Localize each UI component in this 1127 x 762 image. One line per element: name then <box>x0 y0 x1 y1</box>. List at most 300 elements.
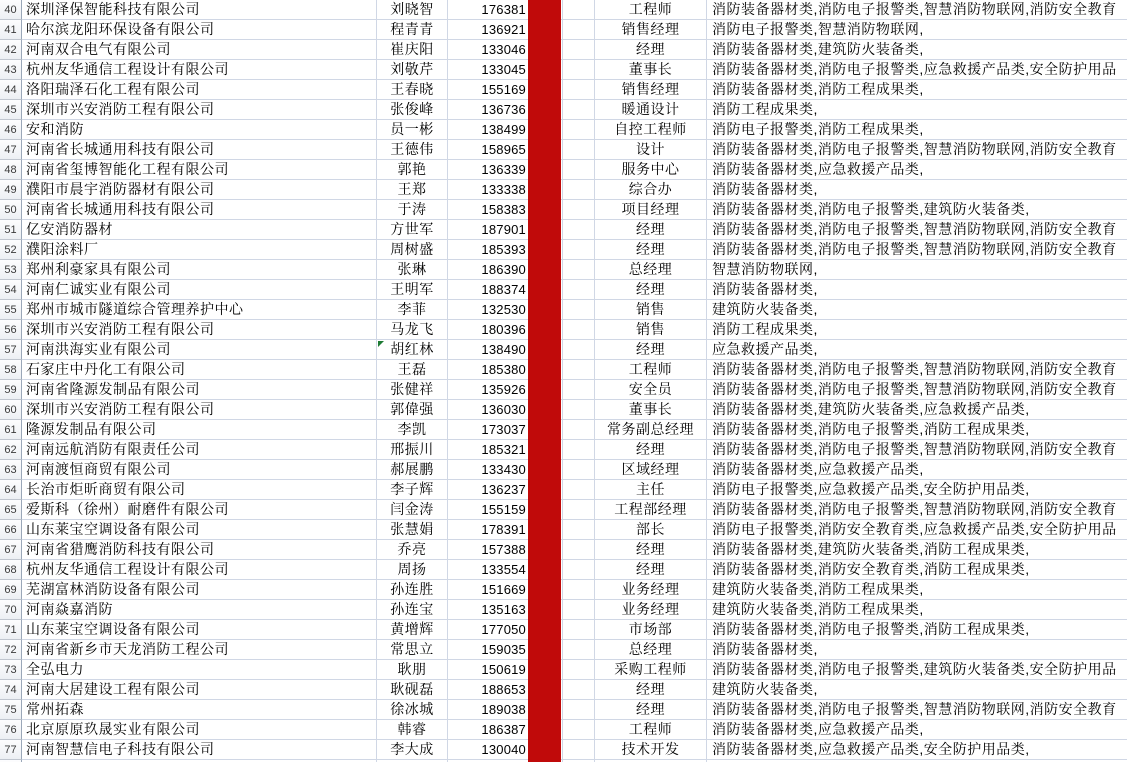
empty-cell[interactable] <box>563 220 595 240</box>
phone-cell[interactable]: 180396 <box>448 320 563 340</box>
phone-cell[interactable]: 158965 <box>448 140 563 160</box>
job-title-cell[interactable]: 工程师 <box>595 0 707 20</box>
table-row <box>0 260 1127 280</box>
contact-cell[interactable]: 刘晓智 <box>377 0 448 20</box>
phone-cell[interactable]: 158383 <box>448 200 563 220</box>
empty-cell[interactable] <box>563 80 595 100</box>
table-row <box>0 80 1127 100</box>
job-title-cell[interactable]: 经理 <box>595 240 707 260</box>
categories-cell[interactable]: 消防装备器材类,应急救援产品类,安全防护用品类, <box>707 740 1127 760</box>
table-row <box>0 580 1127 600</box>
phone-cell[interactable]: 177050 <box>448 620 563 640</box>
empty-cell[interactable] <box>563 60 595 80</box>
job-title-cell[interactable]: 业务经理 <box>595 600 707 620</box>
phone-cell[interactable]: 188374 <box>448 280 563 300</box>
empty-cell[interactable] <box>563 360 595 380</box>
phone-cell[interactable]: 178391 <box>448 520 563 540</box>
categories-cell[interactable]: 消防装备器材类,消防电子报警类,智慧消防物联网,消防安全教育 <box>707 220 1127 240</box>
categories-cell[interactable]: 消防装备器材类,消防电子报警类,消防工程成果类, <box>707 420 1127 440</box>
contact-cell[interactable]: 张健祥 <box>377 380 448 400</box>
table-row <box>0 540 1127 560</box>
company-cell[interactable]: 河南省猎鹰消防科技有限公司 <box>22 540 377 560</box>
table-row <box>0 720 1127 740</box>
phone-cell[interactable]: 173037 <box>448 420 563 440</box>
row-header[interactable]: 74 <box>0 680 22 700</box>
company-cell[interactable]: 河南省玺博智能化工程有限公司 <box>22 160 377 180</box>
phone-cell[interactable]: 176381 <box>448 0 563 20</box>
contact-cell[interactable]: 韩睿 <box>377 720 448 740</box>
table-row <box>0 600 1127 620</box>
company-cell[interactable]: 郑州利豪家具有限公司 <box>22 260 377 280</box>
row-header[interactable]: 41 <box>0 20 22 40</box>
job-title-cell[interactable]: 自控工程师 <box>595 120 707 140</box>
company-cell[interactable]: 亿安消防器材 <box>22 220 377 240</box>
row-header[interactable]: 75 <box>0 700 22 720</box>
company-cell[interactable]: 深圳市兴安消防工程有限公司 <box>22 400 377 420</box>
table-row <box>0 520 1127 540</box>
job-title-cell[interactable]: 技术开发 <box>595 740 707 760</box>
contact-cell[interactable]: 李凯 <box>377 420 448 440</box>
job-title-cell[interactable]: 服务中心 <box>595 160 707 180</box>
categories-cell[interactable]: 消防装备器材类,消防电子报警类,智慧消防物联网,消防安全教育 <box>707 240 1127 260</box>
phone-cell[interactable]: 136921 <box>448 20 563 40</box>
phone-cell[interactable]: 150619 <box>448 660 563 680</box>
phone-cell[interactable]: 189038 <box>448 700 563 720</box>
categories-cell[interactable]: 智慧消防物联网, <box>707 260 1127 280</box>
contact-cell[interactable]: 周扬 <box>377 560 448 580</box>
empty-cell[interactable] <box>563 280 595 300</box>
contact-cell[interactable]: 张俊峰 <box>377 100 448 120</box>
empty-cell[interactable] <box>563 640 595 660</box>
job-title-cell[interactable]: 业务经理 <box>595 580 707 600</box>
categories-cell[interactable]: 消防装备器材类, <box>707 640 1127 660</box>
company-cell[interactable]: 杭州友华通信工程设计有限公司 <box>22 60 377 80</box>
job-title-cell[interactable]: 工程师 <box>595 360 707 380</box>
row-header[interactable]: 52 <box>0 240 22 260</box>
job-title-cell[interactable]: 经理 <box>595 440 707 460</box>
contact-cell[interactable]: 闫金涛 <box>377 500 448 520</box>
contact-cell[interactable]: 乔亮 <box>377 540 448 560</box>
empty-cell[interactable] <box>563 520 595 540</box>
categories-cell[interactable]: 消防装备器材类,消防电子报警类,智慧消防物联网,消防安全教育 <box>707 360 1127 380</box>
empty-cell[interactable] <box>563 120 595 140</box>
contact-cell[interactable]: 常思立 <box>377 640 448 660</box>
contact-cell[interactable]: 黄增辉 <box>377 620 448 640</box>
empty-cell[interactable] <box>563 380 595 400</box>
phone-cell[interactable]: 159035 <box>448 640 563 660</box>
table-row <box>0 420 1127 440</box>
contact-cell[interactable]: 郝展鹏 <box>377 460 448 480</box>
redaction-bar <box>528 0 561 762</box>
row-header[interactable]: 43 <box>0 60 22 80</box>
empty-cell[interactable] <box>563 200 595 220</box>
table-row <box>0 0 1127 20</box>
company-cell[interactable]: 河南省长城通用科技有限公司 <box>22 200 377 220</box>
categories-cell[interactable]: 消防装备器材类,应急救援产品类, <box>707 720 1127 740</box>
row-header[interactable]: 65 <box>0 500 22 520</box>
categories-cell[interactable]: 消防装备器材类,消防电子报警类,智慧消防物联网,消防安全教育 <box>707 700 1127 720</box>
job-title-cell[interactable]: 市场部 <box>595 620 707 640</box>
empty-cell[interactable] <box>563 620 595 640</box>
empty-cell[interactable] <box>563 500 595 520</box>
job-title-cell[interactable]: 暖通设计 <box>595 100 707 120</box>
job-title-cell[interactable]: 采购工程师 <box>595 660 707 680</box>
table-row <box>0 60 1127 80</box>
job-title-cell[interactable]: 主任 <box>595 480 707 500</box>
job-title-cell[interactable]: 经理 <box>595 340 707 360</box>
job-title-cell[interactable]: 销售经理 <box>595 20 707 40</box>
categories-cell[interactable]: 消防装备器材类,消防电子报警类,智慧消防物联网,消防安全教育 <box>707 380 1127 400</box>
job-title-cell[interactable]: 经理 <box>595 220 707 240</box>
row-header[interactable]: 66 <box>0 520 22 540</box>
empty-cell[interactable] <box>563 700 595 720</box>
empty-cell[interactable] <box>563 580 595 600</box>
phone-cell[interactable]: 186387 <box>448 720 563 740</box>
categories-cell[interactable]: 消防装备器材类,消防电子报警类,应急救援产品类,安全防护用品 <box>707 60 1127 80</box>
phone-cell[interactable]: 133430 <box>448 460 563 480</box>
table-row <box>0 480 1127 500</box>
phone-cell[interactable]: 186390 <box>448 260 563 280</box>
categories-cell[interactable]: 消防电子报警类,应急救援产品类,安全防护用品类, <box>707 480 1127 500</box>
phone-cell[interactable]: 133338 <box>448 180 563 200</box>
contact-cell[interactable]: 刘敬芹 <box>377 60 448 80</box>
row-header[interactable]: 63 <box>0 460 22 480</box>
phone-cell[interactable]: 136736 <box>448 100 563 120</box>
phone-cell[interactable]: 130040 <box>448 740 563 760</box>
table-row <box>0 200 1127 220</box>
row-header[interactable]: 40 <box>0 0 22 20</box>
phone-cell[interactable]: 185393 <box>448 240 563 260</box>
empty-cell[interactable] <box>563 0 595 20</box>
company-cell[interactable]: 深圳市兴安消防工程有限公司 <box>22 320 377 340</box>
row-header[interactable]: 51 <box>0 220 22 240</box>
contact-cell[interactable]: 周树盛 <box>377 240 448 260</box>
empty-cell[interactable] <box>563 320 595 340</box>
row-header[interactable]: 49 <box>0 180 22 200</box>
contact-cell[interactable]: 王春晓 <box>377 80 448 100</box>
row-header[interactable]: 53 <box>0 260 22 280</box>
row-header[interactable]: 48 <box>0 160 22 180</box>
phone-cell[interactable]: 133045 <box>448 60 563 80</box>
empty-cell[interactable] <box>563 460 595 480</box>
company-cell[interactable]: 河南省长城通用科技有限公司 <box>22 140 377 160</box>
categories-cell[interactable]: 建筑防火装备类, <box>707 300 1127 320</box>
empty-cell[interactable] <box>563 100 595 120</box>
contact-cell[interactable]: 耿朋 <box>377 660 448 680</box>
table-row <box>0 700 1127 720</box>
phone-cell[interactable]: 188653 <box>448 680 563 700</box>
row-header[interactable]: 69 <box>0 580 22 600</box>
row-header[interactable]: 59 <box>0 380 22 400</box>
row-header[interactable]: 42 <box>0 40 22 60</box>
job-title-cell[interactable]: 常务副总经理 <box>595 420 707 440</box>
contact-cell[interactable]: 方世军 <box>377 220 448 240</box>
contact-cell[interactable]: 崔庆阳 <box>377 40 448 60</box>
company-cell[interactable]: 杭州友华通信工程设计有限公司 <box>22 560 377 580</box>
categories-cell[interactable]: 消防装备器材类,消防电子报警类,智慧消防物联网,消防安全教育 <box>707 140 1127 160</box>
company-cell[interactable]: 深圳市兴安消防工程有限公司 <box>22 100 377 120</box>
empty-cell[interactable] <box>563 40 595 60</box>
row-header[interactable]: 68 <box>0 560 22 580</box>
phone-cell[interactable]: 136339 <box>448 160 563 180</box>
row-header[interactable]: 77 <box>0 740 22 760</box>
company-cell[interactable]: 河南焱嘉消防 <box>22 600 377 620</box>
row-header[interactable]: 73 <box>0 660 22 680</box>
job-title-cell[interactable]: 董事长 <box>595 60 707 80</box>
table-row <box>0 460 1127 480</box>
table-row <box>0 240 1127 260</box>
phone-cell[interactable]: 138490 <box>448 340 563 360</box>
contact-cell[interactable]: 耿砚磊 <box>377 680 448 700</box>
contact-cell[interactable]: 王郑 <box>377 180 448 200</box>
company-cell[interactable]: 常州拓森 <box>22 700 377 720</box>
job-title-cell[interactable]: 安全员 <box>595 380 707 400</box>
row-header[interactable]: 55 <box>0 300 22 320</box>
contact-cell[interactable]: 郭偉强 <box>377 400 448 420</box>
company-cell[interactable]: 北京原原玖晟实业有限公司 <box>22 720 377 740</box>
table-row <box>0 680 1127 700</box>
categories-cell[interactable]: 消防装备器材类,消防电子报警类,建筑防火装备类,安全防护用品 <box>707 660 1127 680</box>
contact-cell[interactable]: 程青青 <box>377 20 448 40</box>
company-cell[interactable]: 濮阳涂料厂 <box>22 240 377 260</box>
company-cell[interactable]: 山东莱宝空调设备有限公司 <box>22 620 377 640</box>
categories-cell[interactable]: 消防装备器材类,消防电子报警类,智慧消防物联网,消防安全教育 <box>707 0 1127 20</box>
job-title-cell[interactable]: 销售经理 <box>595 80 707 100</box>
table-row <box>0 380 1127 400</box>
table-row <box>0 500 1127 520</box>
empty-cell[interactable] <box>563 560 595 580</box>
table-row <box>0 120 1127 140</box>
categories-cell[interactable]: 消防工程成果类, <box>707 320 1127 340</box>
company-cell[interactable]: 山东莱宝空调设备有限公司 <box>22 520 377 540</box>
company-cell[interactable]: 河南渡恒商贸有限公司 <box>22 460 377 480</box>
company-cell[interactable]: 隆源发制品有限公司 <box>22 420 377 440</box>
company-cell[interactable]: 郑州市城市隧道综合管理养护中心 <box>22 300 377 320</box>
contact-cell[interactable]: 于涛 <box>377 200 448 220</box>
company-cell[interactable]: 哈尔滨龙阳环保设备有限公司 <box>22 20 377 40</box>
empty-cell[interactable] <box>563 540 595 560</box>
job-title-cell[interactable]: 综合办 <box>595 180 707 200</box>
empty-cell[interactable] <box>563 260 595 280</box>
job-title-cell[interactable]: 经理 <box>595 540 707 560</box>
table-row <box>0 360 1127 380</box>
empty-cell[interactable] <box>563 440 595 460</box>
row-header[interactable]: 56 <box>0 320 22 340</box>
categories-cell[interactable]: 消防电子报警类,消防安全教育类,应急救援产品类,安全防护用品 <box>707 520 1127 540</box>
categories-cell[interactable]: 消防装备器材类,消防工程成果类, <box>707 80 1127 100</box>
categories-cell[interactable]: 消防装备器材类,消防安全教育类,消防工程成果类, <box>707 560 1127 580</box>
empty-cell[interactable] <box>563 20 595 40</box>
job-title-cell[interactable]: 工程师 <box>595 720 707 740</box>
job-title-cell[interactable]: 总经理 <box>595 640 707 660</box>
table-row <box>0 180 1127 200</box>
row-header[interactable]: 60 <box>0 400 22 420</box>
phone-cell[interactable]: 135926 <box>448 380 563 400</box>
job-title-cell[interactable]: 经理 <box>595 560 707 580</box>
row-header[interactable]: 76 <box>0 720 22 740</box>
company-cell[interactable]: 濮阳市晨宇消防器材有限公司 <box>22 180 377 200</box>
empty-cell[interactable] <box>563 340 595 360</box>
table-row <box>0 560 1127 580</box>
row-header[interactable]: 71 <box>0 620 22 640</box>
phone-cell[interactable]: 133046 <box>448 40 563 60</box>
job-title-cell[interactable]: 销售 <box>595 320 707 340</box>
phone-cell[interactable]: 132530 <box>448 300 563 320</box>
contact-cell[interactable]: 胡红林 <box>377 340 448 360</box>
phone-cell[interactable]: 187901 <box>448 220 563 240</box>
contact-cell[interactable]: 孙连胜 <box>377 580 448 600</box>
empty-cell[interactable] <box>563 180 595 200</box>
categories-cell[interactable]: 消防装备器材类,消防电子报警类,消防工程成果类, <box>707 620 1127 640</box>
row-header[interactable]: 62 <box>0 440 22 460</box>
categories-cell[interactable]: 建筑防火装备类, <box>707 680 1127 700</box>
categories-cell[interactable]: 消防装备器材类,消防电子报警类,建筑防火装备类, <box>707 200 1127 220</box>
contact-cell[interactable]: 员一彬 <box>377 120 448 140</box>
phone-cell[interactable]: 138499 <box>448 120 563 140</box>
company-cell[interactable]: 河南大居建设工程有限公司 <box>22 680 377 700</box>
contact-cell[interactable]: 孙连宝 <box>377 600 448 620</box>
contact-cell[interactable]: 李大成 <box>377 740 448 760</box>
contact-cell[interactable]: 郭艳 <box>377 160 448 180</box>
job-title-cell[interactable]: 销售 <box>595 300 707 320</box>
contact-cell[interactable]: 王磊 <box>377 360 448 380</box>
phone-cell[interactable]: 185380 <box>448 360 563 380</box>
row-header[interactable]: 44 <box>0 80 22 100</box>
company-cell[interactable]: 河南省隆源发制品有限公司 <box>22 380 377 400</box>
row-header[interactable]: 70 <box>0 600 22 620</box>
company-cell[interactable]: 河南省新乡市天龙消防工程公司 <box>22 640 377 660</box>
categories-cell[interactable]: 消防装备器材类,建筑防火装备类, <box>707 40 1127 60</box>
job-title-cell[interactable]: 董事长 <box>595 400 707 420</box>
company-cell[interactable]: 河南双合电气有限公司 <box>22 40 377 60</box>
phone-cell[interactable]: 151669 <box>448 580 563 600</box>
phone-cell[interactable]: 133554 <box>448 560 563 580</box>
row-header[interactable]: 45 <box>0 100 22 120</box>
job-title-cell[interactable]: 工程部经理 <box>595 500 707 520</box>
empty-cell[interactable] <box>563 680 595 700</box>
phone-cell[interactable]: 136030 <box>448 400 563 420</box>
row-header[interactable]: 58 <box>0 360 22 380</box>
phone-cell[interactable]: 135163 <box>448 600 563 620</box>
company-cell[interactable]: 芜湖富林消防设备有限公司 <box>22 580 377 600</box>
empty-cell[interactable] <box>563 480 595 500</box>
categories-cell[interactable]: 建筑防火装备类,消防工程成果类, <box>707 600 1127 620</box>
categories-cell[interactable]: 消防装备器材类,建筑防火装备类,应急救援产品类, <box>707 400 1127 420</box>
categories-cell[interactable]: 应急救援产品类, <box>707 340 1127 360</box>
phone-cell[interactable]: 157388 <box>448 540 563 560</box>
categories-cell[interactable]: 消防装备器材类,应急救援产品类, <box>707 460 1127 480</box>
categories-cell[interactable]: 消防电子报警类,智慧消防物联网, <box>707 20 1127 40</box>
empty-cell[interactable] <box>563 300 595 320</box>
table-row <box>0 320 1127 340</box>
company-cell[interactable]: 石家庄中丹化工有限公司 <box>22 360 377 380</box>
job-title-cell[interactable]: 总经理 <box>595 260 707 280</box>
empty-cell[interactable] <box>563 720 595 740</box>
company-cell[interactable]: 安和消防 <box>22 120 377 140</box>
empty-cell[interactable] <box>563 420 595 440</box>
table-row <box>0 20 1127 40</box>
table-row <box>0 40 1127 60</box>
row-header[interactable]: 72 <box>0 640 22 660</box>
phone-cell[interactable]: 185321 <box>448 440 563 460</box>
categories-cell[interactable]: 消防装备器材类,建筑防火装备类,消防工程成果类, <box>707 540 1127 560</box>
company-cell[interactable]: 深圳泽保智能科技有限公司 <box>22 0 377 20</box>
row-header[interactable]: 61 <box>0 420 22 440</box>
empty-cell[interactable] <box>563 160 595 180</box>
table-row <box>0 280 1127 300</box>
table-row <box>0 220 1127 240</box>
phone-cell[interactable]: 136237 <box>448 480 563 500</box>
job-title-cell[interactable]: 部长 <box>595 520 707 540</box>
company-cell[interactable]: 全弘电力 <box>22 660 377 680</box>
categories-cell[interactable]: 消防装备器材类, <box>707 280 1127 300</box>
phone-cell[interactable]: 155159 <box>448 500 563 520</box>
row-header[interactable]: 47 <box>0 140 22 160</box>
company-cell[interactable]: 河南仁诚实业有限公司 <box>22 280 377 300</box>
job-title-cell[interactable]: 经理 <box>595 700 707 720</box>
job-title-cell[interactable]: 经理 <box>595 280 707 300</box>
row-header[interactable]: 64 <box>0 480 22 500</box>
company-cell[interactable]: 河南智慧信电子科技有限公司 <box>22 740 377 760</box>
table-row <box>0 440 1127 460</box>
categories-cell[interactable]: 消防装备器材类, <box>707 180 1127 200</box>
company-cell[interactable]: 洛阳瑞泽石化工程有限公司 <box>22 80 377 100</box>
empty-cell[interactable] <box>563 600 595 620</box>
categories-cell[interactable]: 消防装备器材类,消防电子报警类,智慧消防物联网,消防安全教育 <box>707 440 1127 460</box>
empty-cell[interactable] <box>563 140 595 160</box>
job-title-cell[interactable]: 经理 <box>595 680 707 700</box>
table-row <box>0 160 1127 180</box>
company-cell[interactable]: 长治市炬昕商贸有限公司 <box>22 480 377 500</box>
company-cell[interactable]: 河南洪海实业有限公司 <box>22 340 377 360</box>
categories-cell[interactable]: 消防装备器材类,消防电子报警类,智慧消防物联网,消防安全教育 <box>707 500 1127 520</box>
contact-cell[interactable]: 李子辉 <box>377 480 448 500</box>
contact-cell[interactable]: 张慧娟 <box>377 520 448 540</box>
job-title-cell[interactable]: 经理 <box>595 40 707 60</box>
categories-cell[interactable]: 消防电子报警类,消防工程成果类, <box>707 120 1127 140</box>
company-cell[interactable]: 爱斯科（徐州）耐磨件有限公司 <box>22 500 377 520</box>
contact-cell[interactable]: 张琳 <box>377 260 448 280</box>
empty-cell[interactable] <box>563 740 595 760</box>
phone-cell[interactable]: 155169 <box>448 80 563 100</box>
table-row <box>0 100 1127 120</box>
company-cell[interactable]: 河南远航消防有限责任公司 <box>22 440 377 460</box>
job-title-cell[interactable]: 设计 <box>595 140 707 160</box>
table-row <box>0 400 1127 420</box>
row-header[interactable]: 50 <box>0 200 22 220</box>
contact-cell[interactable]: 王德伟 <box>377 140 448 160</box>
empty-cell[interactable] <box>563 400 595 420</box>
contact-cell[interactable]: 邢振川 <box>377 440 448 460</box>
contact-cell[interactable]: 李菲 <box>377 300 448 320</box>
job-title-cell[interactable]: 项目经理 <box>595 200 707 220</box>
table-row <box>0 660 1127 680</box>
contact-cell[interactable]: 王明军 <box>377 280 448 300</box>
cell-error-indicator-icon <box>378 341 384 347</box>
row-header[interactable]: 67 <box>0 540 22 560</box>
row-header[interactable]: 46 <box>0 120 22 140</box>
empty-cell[interactable] <box>563 240 595 260</box>
empty-cell[interactable] <box>563 660 595 680</box>
contact-cell[interactable]: 马龙飞 <box>377 320 448 340</box>
job-title-cell[interactable]: 区域经理 <box>595 460 707 480</box>
contact-cell[interactable]: 徐冰城 <box>377 700 448 720</box>
categories-cell[interactable]: 建筑防火装备类,消防工程成果类, <box>707 580 1127 600</box>
row-header[interactable]: 54 <box>0 280 22 300</box>
categories-cell[interactable]: 消防装备器材类,应急救援产品类, <box>707 160 1127 180</box>
categories-cell[interactable]: 消防工程成果类, <box>707 100 1127 120</box>
row-header[interactable]: 57 <box>0 340 22 360</box>
